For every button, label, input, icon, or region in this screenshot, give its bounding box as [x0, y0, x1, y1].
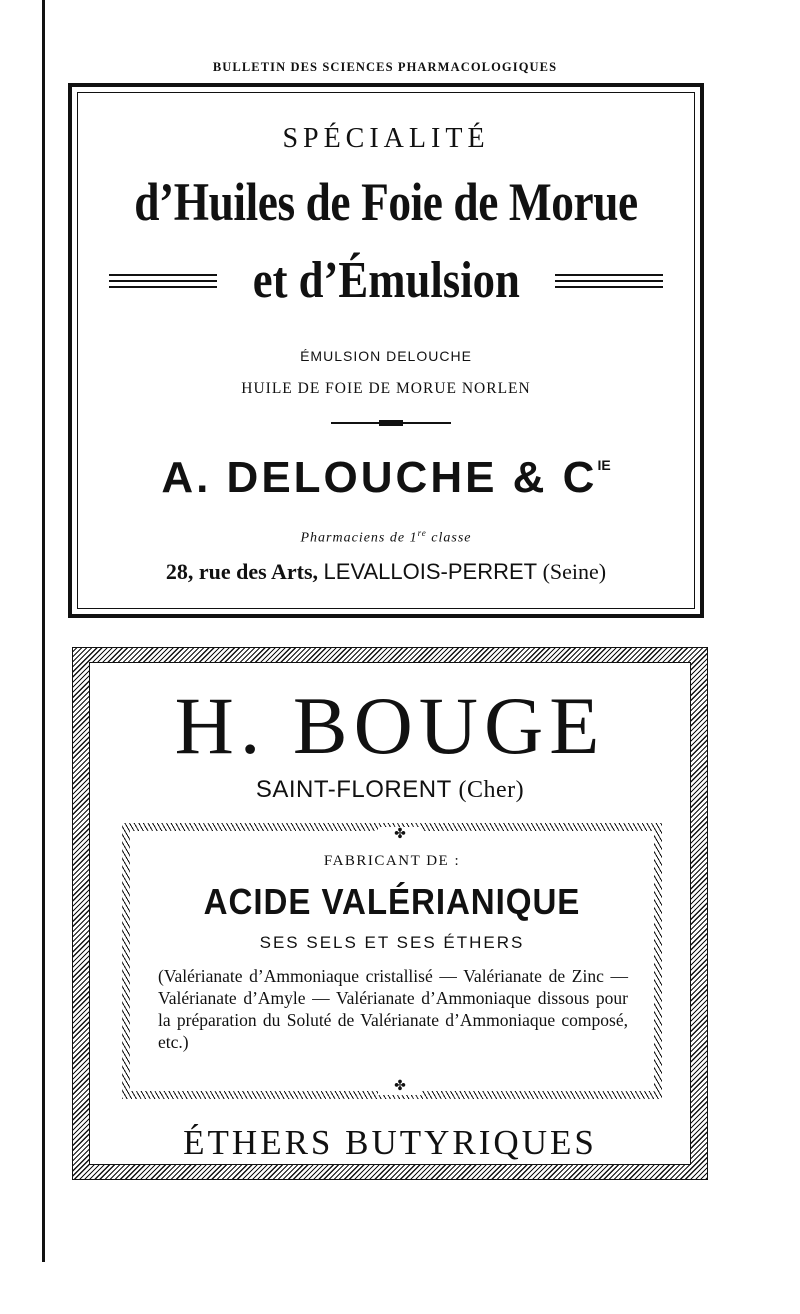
inner-panel — [89, 662, 691, 1165]
delouche-advertisement — [68, 83, 704, 618]
location-department: (Cher) — [458, 777, 525, 803]
product-title: ACIDE VALÉRIANIQUE — [203, 881, 581, 922]
bouge-advertisement — [72, 647, 708, 1180]
product-huile-norlen: HUILE DE FOIE DE MORUE NORLEN — [241, 380, 531, 397]
pharmaciens-line — [78, 528, 694, 547]
company-address — [78, 559, 694, 585]
address-street: rue des Arts, — [193, 559, 324, 584]
product-emulsion-delouche: ÉMULSION DELOUCHE — [300, 348, 472, 364]
fleuron-ornament-icon: ✤ — [378, 1079, 422, 1095]
specialite-heading: SPÉCIALITÉ — [282, 123, 490, 154]
address-city: LEVALLOIS-PERRET — [323, 559, 538, 584]
product-description: (Valérianate d’Ammoniaque cristallisé — Valérianate de Zinc — Valérianate d’Amyle — Valérianate d’Ammoniaque dissous pour la préparation du Soluté de Valérianate d’Ammoniaque composé, etc.) — [158, 966, 628, 1052]
pharmaciens-sup: re — [417, 528, 427, 538]
page-binding-line — [42, 0, 45, 1262]
pharmaciens-classe: classe — [426, 530, 472, 546]
huiles-title: d’Huiles de Foie de Morue — [134, 172, 638, 232]
divider-ornament — [331, 418, 451, 428]
emulsion-title-row — [78, 251, 694, 310]
company-name-text: A. DELOUCHE & C — [161, 453, 598, 502]
address-department: (Seine) — [537, 559, 607, 584]
location-town: SAINT-FLORENT — [255, 776, 459, 803]
ethers-butyriques: ÉTHERS BUTYRIQUES — [183, 1123, 597, 1162]
address-number: 28, — [165, 559, 194, 584]
bouge-name: H. BOUGE — [174, 680, 606, 771]
left-triple-rule — [109, 270, 217, 292]
right-triple-rule — [555, 270, 663, 292]
fleuron-ornament-icon: ✤ — [378, 827, 422, 843]
fabricant-label: FABRICANT DE : — [323, 853, 461, 869]
company-suffix: IE — [597, 457, 611, 473]
product-panel — [130, 827, 654, 1094]
bouge-location — [90, 776, 690, 804]
product-hatched-frame — [122, 823, 662, 1099]
emulsion-title: et d’Émulsion — [252, 252, 520, 309]
inner-frame — [77, 92, 695, 609]
running-title: BULLETIN DES SCIENCES PHARMACOLOGIQUES — [212, 60, 558, 74]
company-name — [78, 453, 694, 503]
product-subtitle: SES SELS ET SES ÉTHERS — [259, 933, 525, 952]
pharmaciens-text: Pharmaciens de 1 — [300, 530, 418, 546]
